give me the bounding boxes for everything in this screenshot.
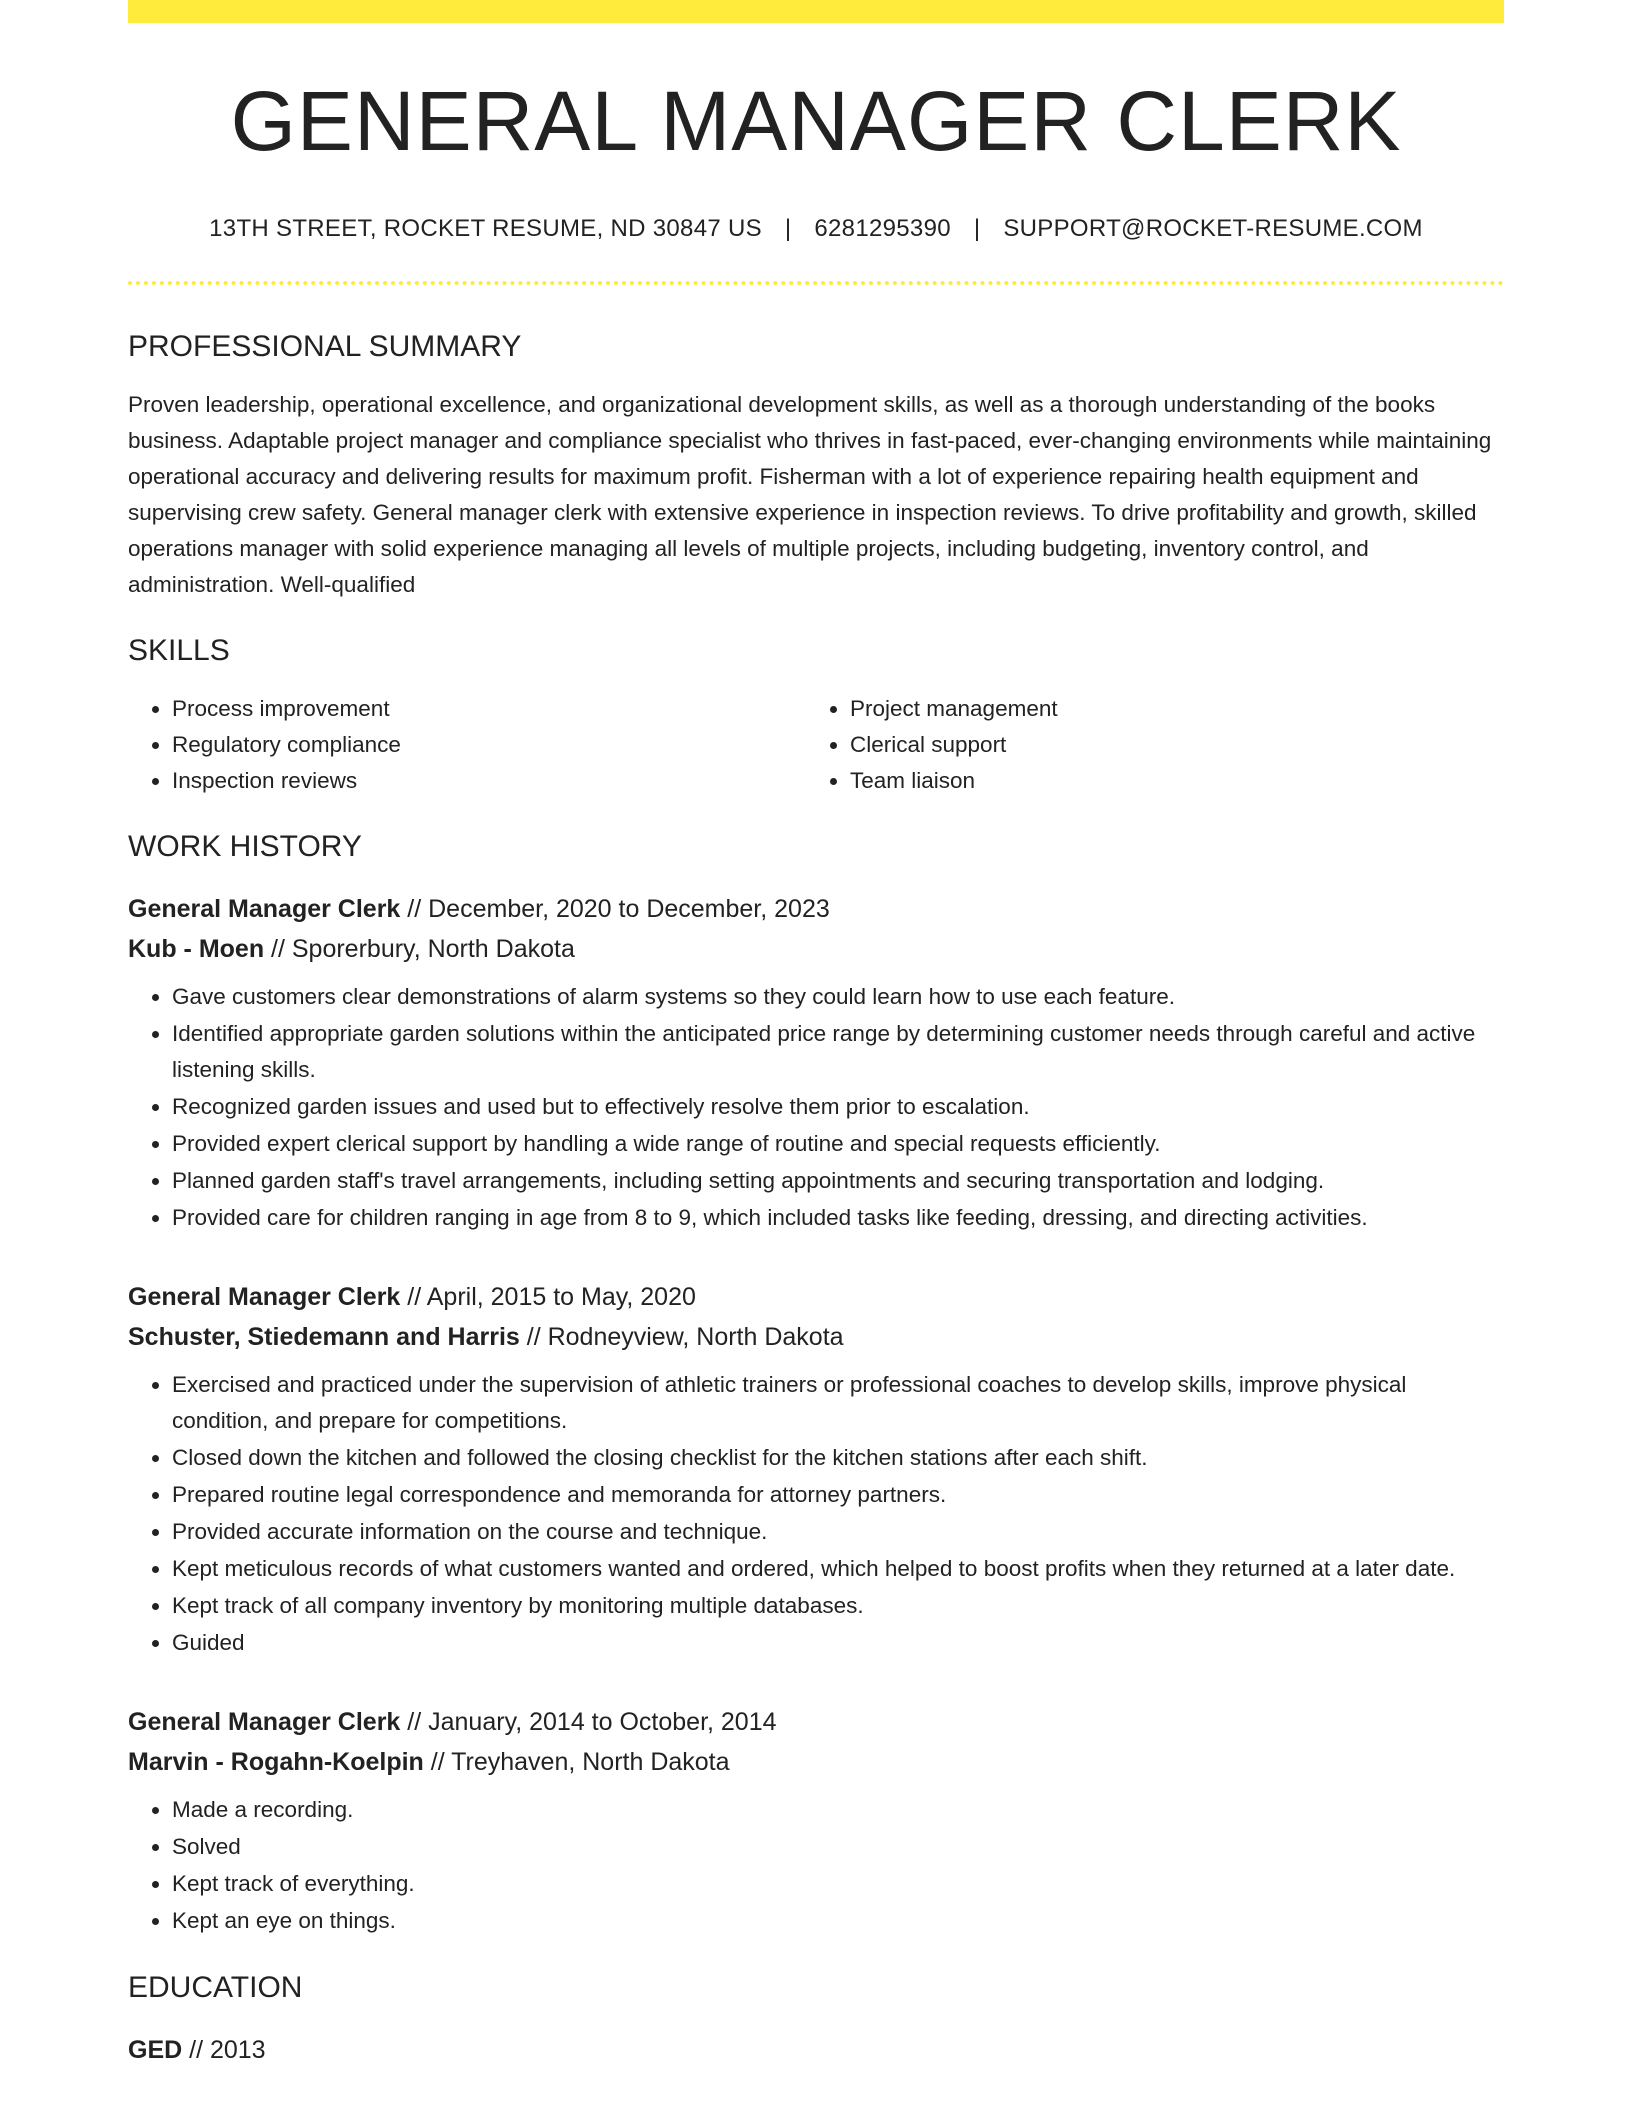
contact-email: SUPPORT@ROCKET-RESUME.COM [1003,215,1423,242]
job-role: General Manager Clerk [128,1708,401,1736]
skill-item: • Project management [850,691,1484,727]
skills-column-right [806,691,1484,799]
job-dates: // April, 2015 to May, 2020 [400,1283,696,1311]
job-bullet: • Kept track of everything. [172,1866,1504,1903]
resume-page [128,0,1504,2070]
job-role-line [128,1277,1504,1317]
job-bullets [128,1367,1504,1662]
job-bullet: • Solved [172,1829,1504,1866]
skills-column-left [128,691,806,799]
job-dates: // December, 2020 to December, 2023 [400,895,830,923]
education-degree: GED [128,2036,183,2064]
job-bullet: • Kept an eye on things. [172,1903,1504,1940]
skill-item: • Team liaison [850,763,1484,799]
job-role-line [128,1702,1504,1742]
job-bullet: • Kept track of all company inventory by monitoring multiple databases. [172,1588,1504,1625]
job-bullet: • Prepared routine legal correspondence and memoranda for attorney partners. [172,1477,1504,1514]
contact-separator: | [784,215,792,242]
job-entry [128,1277,1504,1662]
job-bullets [128,1792,1504,1940]
job-location: // Treyhaven, North Dakota [423,1748,730,1776]
job-dates: // January, 2014 to October, 2014 [400,1708,777,1736]
contact-phone: 6281295390 [814,215,951,242]
job-entry [128,889,1504,1237]
job-company: Marvin - Rogahn-Koelpin [128,1748,424,1776]
skill-item: • Regulatory compliance [172,727,806,763]
job-bullet: • Provided expert clerical support by handling a wide range of routine and special requests efficiently. [172,1126,1504,1163]
education-heading: EDUCATION [128,1971,303,2004]
job-bullet: • Planned garden staff's travel arrangements, including setting appointments and securing transportation and lodging. [172,1163,1504,1200]
contact-line [128,215,1504,243]
skills-list [128,691,1504,799]
job-company-line [128,929,1504,969]
job-company: Schuster, Stiedemann and Harris [128,1323,520,1351]
job-bullet: • Guided [172,1625,1504,1662]
job-location: // Rodneyview, North Dakota [519,1323,844,1351]
job-bullet: • Provided care for children ranging in age from 8 to 9, which included tasks like feeding, dressing, and directing activities. [172,1200,1504,1237]
accent-top-bar [128,0,1504,23]
job-bullet: • Kept meticulous records of what customers wanted and ordered, which helped to boost profits when they returned at a later date. [172,1551,1504,1588]
contact-separator: | [973,215,981,242]
job-entry [128,1702,1504,1940]
resume-name: GENERAL MANAGER CLERK [230,74,1402,168]
skill-item: • Inspection reviews [172,763,806,799]
summary-heading: PROFESSIONAL SUMMARY [128,330,522,363]
job-bullet: • Closed down the kitchen and followed the closing checklist for the kitchen stations after each shift. [172,1440,1504,1477]
education-year: // 2013 [182,2036,266,2064]
job-role: General Manager Clerk [128,1283,401,1311]
skill-item: • Process improvement [172,691,806,727]
job-role-line [128,889,1504,929]
summary-text: Proven leadership, operational excellence, and organizational development skills, as well as a thorough understanding of the books business. Adaptable project manager and compliance specialist who thrives in fast-paced, ever-changing environments while maintaining operational accuracy and delivering results for maximum profit. Fisherman with a lot of experience repairing health equipment and supervising crew safety. General manager clerk with extensive experience in inspection reviews. To drive profitability and growth, skilled operations manager with solid experience managing all levels of multiple projects, including budgeting, inventory control, and administration. Well-qualified [128,392,1492,597]
job-bullet: • Recognized garden issues and used but to effectively resolve them prior to escalation. [172,1089,1504,1126]
job-bullet: • Made a recording. [172,1792,1504,1829]
contact-address: 13TH STREET, ROCKET RESUME, ND 30847 US [209,215,762,242]
job-company-line [128,1317,1504,1357]
job-bullet: • Provided accurate information on the course and technique. [172,1514,1504,1551]
job-company: Kub - Moen [128,935,265,963]
job-bullet: • Identified appropriate garden solutions within the anticipated price range by determining customer needs through careful and active listening skills. [172,1016,1504,1089]
dotted-divider [128,281,1504,285]
job-company-line [128,1742,1504,1782]
skills-heading: SKILLS [128,634,230,667]
job-role: General Manager Clerk [128,895,401,923]
work-history-heading: WORK HISTORY [128,830,362,863]
job-bullet: • Gave customers clear demonstrations of alarm systems so they could learn how to use each feature. [172,979,1504,1016]
job-location: // Sporerbury, North Dakota [264,935,575,963]
education-entry [128,2030,1504,2070]
skill-item: • Clerical support [850,727,1484,763]
job-bullet: • Exercised and practiced under the supervision of athletic trainers or professional coaches to develop skills, improve physical condition, and prepare for competitions. [172,1367,1504,1440]
job-bullets [128,979,1504,1237]
